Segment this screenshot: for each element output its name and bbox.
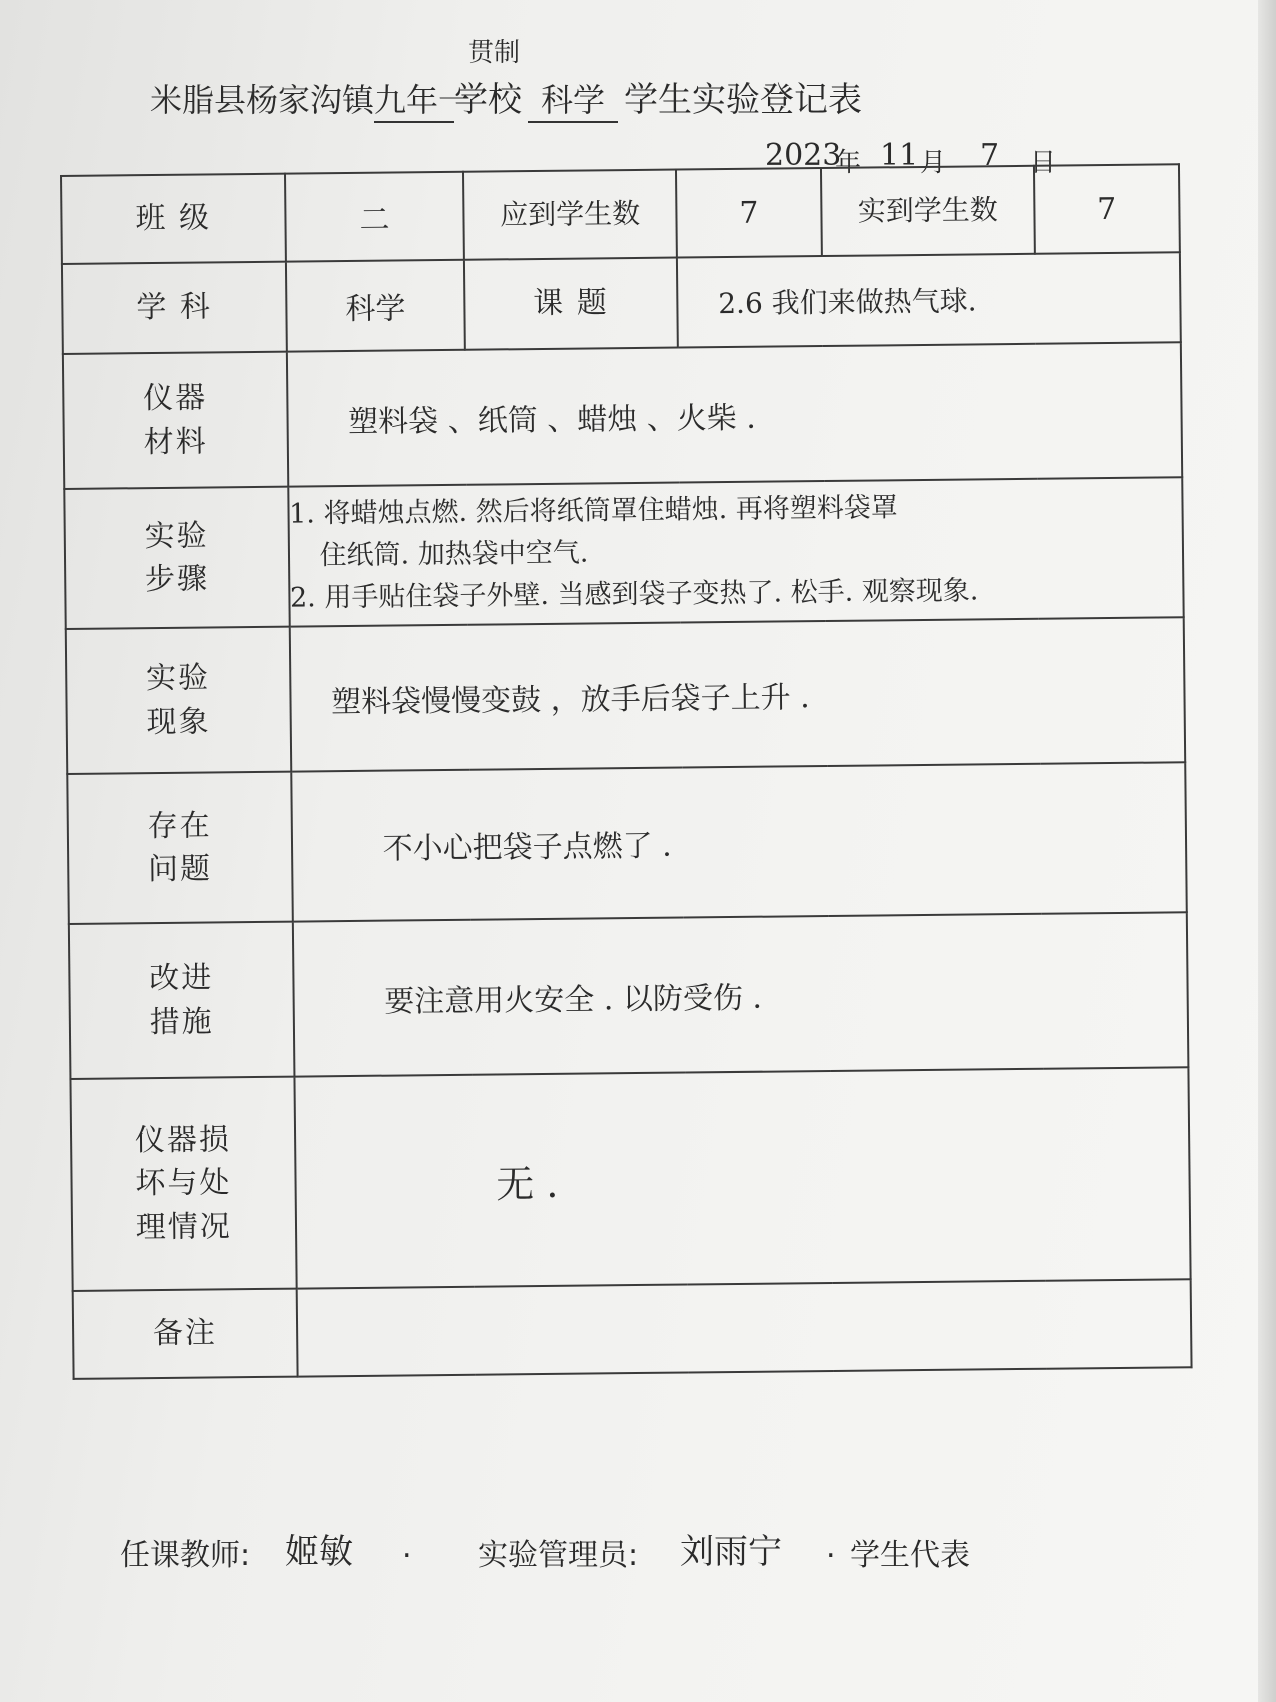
improve-label-line2: 措施 xyxy=(149,1003,214,1040)
steps-line-2: 住纸筒. 加热袋中空气. xyxy=(319,537,589,572)
student-representative-label: 学生代表 xyxy=(850,1538,970,1573)
actual-students-value: 7 xyxy=(1034,164,1180,254)
problem-label xyxy=(67,772,292,924)
date-day-label: 日 xyxy=(1030,148,1057,178)
remark-value xyxy=(296,1279,1191,1376)
form-title: 学生实验登记表 xyxy=(624,80,863,120)
steps-line-3: 2. 用手贴住袋子外壁. 当感到袋子变热了. 松手. 观察现象. xyxy=(289,575,979,614)
form-title-line xyxy=(150,38,863,123)
damage-label-line3: 理情况 xyxy=(135,1209,233,1246)
row-problem xyxy=(67,762,1187,924)
improve-value: 要注意用火安全 . 以防受伤 . xyxy=(292,912,1188,1076)
date-day: 7 xyxy=(980,138,1000,173)
materials-label-line2: 材料 xyxy=(143,423,208,460)
row-damage xyxy=(70,1067,1190,1291)
materials-label xyxy=(63,352,288,489)
phenomenon-value: 塑料袋慢慢变鼓 ，放手后袋子上升 . xyxy=(289,617,1185,771)
steps-label-line2: 步骤 xyxy=(144,561,210,598)
footer-dot-2: . xyxy=(826,1530,836,1565)
materials-label-line1: 仪器 xyxy=(142,380,208,417)
steps-value xyxy=(288,477,1184,626)
row-remark xyxy=(73,1279,1192,1379)
row-class xyxy=(61,164,1180,264)
subject-value: 科学 xyxy=(286,260,466,352)
row-materials xyxy=(63,342,1182,489)
admin-label: 实验管理员: xyxy=(478,1538,639,1573)
topic-value: 2.6 我们来做热气球. xyxy=(677,252,1181,347)
materials-value: 塑料袋 、纸筒 、蜡烛 、火柴 . xyxy=(286,342,1182,486)
row-subject xyxy=(62,252,1181,354)
damage-label-line2: 坏与处 xyxy=(135,1165,232,1202)
steps-label-line1: 实验 xyxy=(144,517,209,554)
school-name-correction: 贯制 xyxy=(468,38,521,68)
topic-label: 课 题 xyxy=(464,258,677,350)
paper-edge-shadow xyxy=(1258,0,1276,1702)
school-label: 学校 xyxy=(454,80,523,120)
date-month: 11 xyxy=(880,138,919,173)
date-year-label: 年 xyxy=(835,148,862,178)
class-value: 二 xyxy=(285,172,465,262)
phenomenon-label-line1: 实验 xyxy=(145,660,211,697)
date-year: 2023 xyxy=(765,138,842,173)
improve-label xyxy=(69,922,294,1079)
damage-value: 无 . xyxy=(294,1067,1191,1288)
improve-label-line1: 改进 xyxy=(149,960,214,997)
problem-label-line1: 存在 xyxy=(147,807,212,844)
damage-label xyxy=(70,1077,296,1291)
admin-signature: 刘雨宁 xyxy=(680,1532,782,1572)
teacher-signature: 姬敏 xyxy=(285,1532,353,1572)
date-month-label: 月 xyxy=(920,148,947,178)
expected-students-label: 应到学生数 xyxy=(463,170,676,260)
town-handwritten: 杨家沟镇 xyxy=(246,81,375,119)
row-improve xyxy=(69,912,1189,1079)
remark-label: 备注 xyxy=(73,1289,298,1379)
problem-value: 不小心把袋子点燃了 . xyxy=(291,762,1187,921)
footer-dot-1: . xyxy=(402,1530,412,1565)
actual-students-label: 实到学生数 xyxy=(821,166,1034,256)
phenomenon-label-line2: 现象 xyxy=(146,703,211,740)
row-steps xyxy=(64,477,1183,629)
steps-line-1: 1. 将蜡烛点燃. 然后将纸筒罩住蜡烛. 再将塑料袋罩 xyxy=(288,492,898,530)
subject-handwritten: 科学 xyxy=(528,75,618,123)
subject-label: 学 科 xyxy=(62,262,287,354)
school-name-text: 九年一 xyxy=(374,81,471,119)
phenomenon-label xyxy=(66,627,291,774)
problem-label-line2: 问题 xyxy=(147,851,213,888)
class-label: 班 级 xyxy=(61,174,286,264)
row-phenomenon xyxy=(66,617,1185,774)
county-handwritten: 米脂县 xyxy=(150,81,247,119)
teacher-label: 任课教师: xyxy=(120,1538,251,1573)
expected-students-value: 7 xyxy=(676,168,822,258)
experiment-register-table xyxy=(60,163,1193,1380)
steps-label xyxy=(64,487,289,629)
damage-label-line1: 仪器损 xyxy=(134,1122,232,1159)
